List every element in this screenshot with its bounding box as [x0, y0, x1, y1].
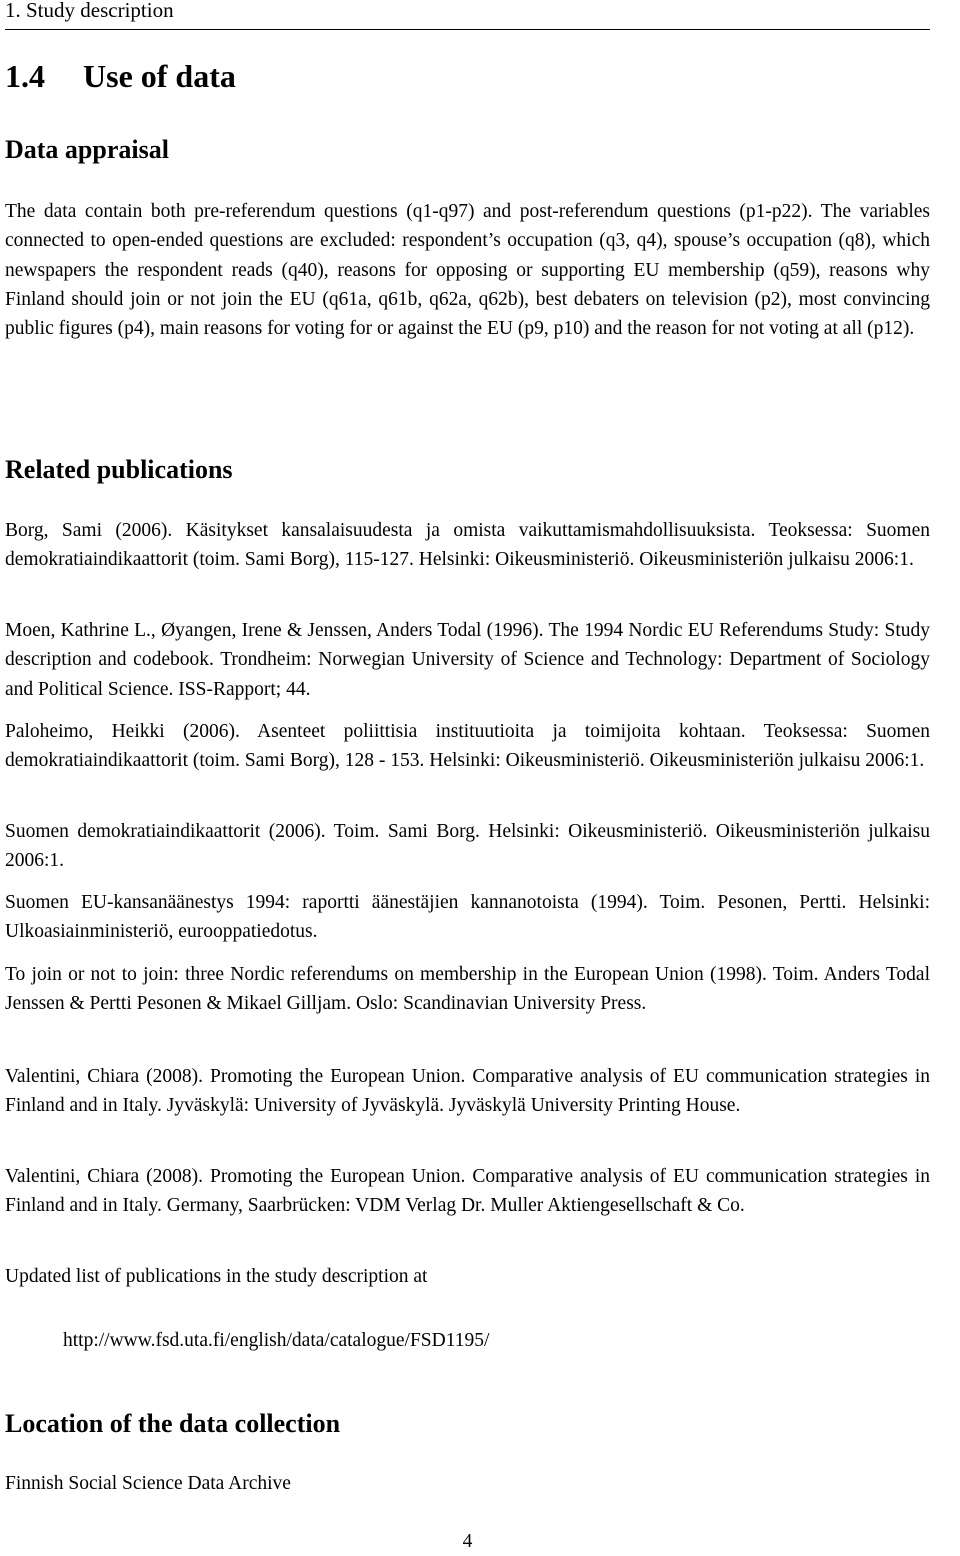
location-heading: Location of the data collection	[5, 1409, 341, 1438]
location-text: Finnish Social Science Data Archive	[5, 1473, 291, 1494]
updated-list-note: Updated list of publications in the study description at	[5, 1266, 428, 1287]
catalogue-url-link[interactable]: http://www.fsd.uta.fi/english/data/catalogue/FSD1195/	[63, 1330, 490, 1351]
related-publications-heading: Related publications	[5, 455, 233, 484]
section-title	[5, 58, 236, 94]
publication-item: Paloheimo, Heikki (2006). Asenteet poliittisia instituutioita ja toimijoita kohtaan. Teoksessa: Suomen demokratiaindikaattorit (toim. Sami Borg), 128 - 153. Helsinki: Oikeusministeriö. Oikeusministeriön julkaisu 2006:1.	[5, 721, 930, 772]
publication-item: Borg, Sami (2006). Käsitykset kansalaisuudesta ja omista vaikuttamismahdollisuuksista. Teoksessa: Suomen demokratiaindikaattorit (toim. Sami Borg), 115-127. Helsinki: Oikeusministeriö. Oikeusministeriön julkaisu 2006:1.	[5, 520, 930, 571]
publication-item: Valentini, Chiara (2008). Promoting the European Union. Comparative analysis of EU communication strategies in Finland and in Italy. Jyväskylä: University of Jyväskylä. Jyväskylä University Printing House.	[5, 1066, 930, 1117]
section-title-text: Use of data	[83, 58, 236, 94]
publication-item: Valentini, Chiara (2008). Promoting the European Union. Comparative analysis of EU communication strategies in Finland and in Italy. Germany, Saarbrücken: VDM Verlag Dr. Muller Aktiengesellschaft & Co.	[5, 1166, 930, 1217]
running-header: 1. Study description	[5, 0, 174, 22]
publication-item: Suomen EU-kansanäänestys 1994: raportti äänestäjien kannanotoista (1994). Toim. Pesonen, Pertti. Helsinki: Ulkoasiainministeriö, eurooppatiedotus.	[5, 892, 930, 943]
header-rule	[5, 29, 930, 30]
publication-item: Moen, Kathrine L., Øyangen, Irene & Jenssen, Anders Todal (1996). The 1994 Nordic EU Referendums Study: Study description and codebook. Trondheim: Norwegian University of Science and Technology: Department of Sociology and Political Science. ISS-Rapport; 44.	[5, 620, 930, 700]
section-number: 1.4	[5, 58, 45, 94]
data-appraisal-heading: Data appraisal	[5, 135, 169, 164]
publication-item: Suomen demokratiaindikaattorit (2006). Toim. Sami Borg. Helsinki: Oikeusministeriö. Oikeusministeriön julkaisu 2006:1.	[5, 821, 930, 872]
data-appraisal-text: The data contain both pre-referendum questions (q1-q97) and post-referendum questions (p1-p22). The variables connected to open-ended questions are excluded: respondent’s occupation (q3, q4), spouse’s occupation (q8), which newspapers the respondent reads (q40), reasons for opposing or supporting EU membership (q59), reasons why Finland should join or not join the EU (q61a, q61b, q62a, q62b), best debaters on television (p2), most convincing public figures (p4), main reasons for voting for or against the EU (p9, p10) and the reason for not voting at all (p12).	[5, 201, 930, 340]
page-number: 4	[462, 1531, 473, 1552]
publication-item: To join or not to join: three Nordic referendums on membership in the European Union (1998). Toim. Anders Todal Jenssen & Pertti Pesonen & Mikael Gilljam. Oslo: Scandinavian University Press.	[5, 964, 930, 1015]
